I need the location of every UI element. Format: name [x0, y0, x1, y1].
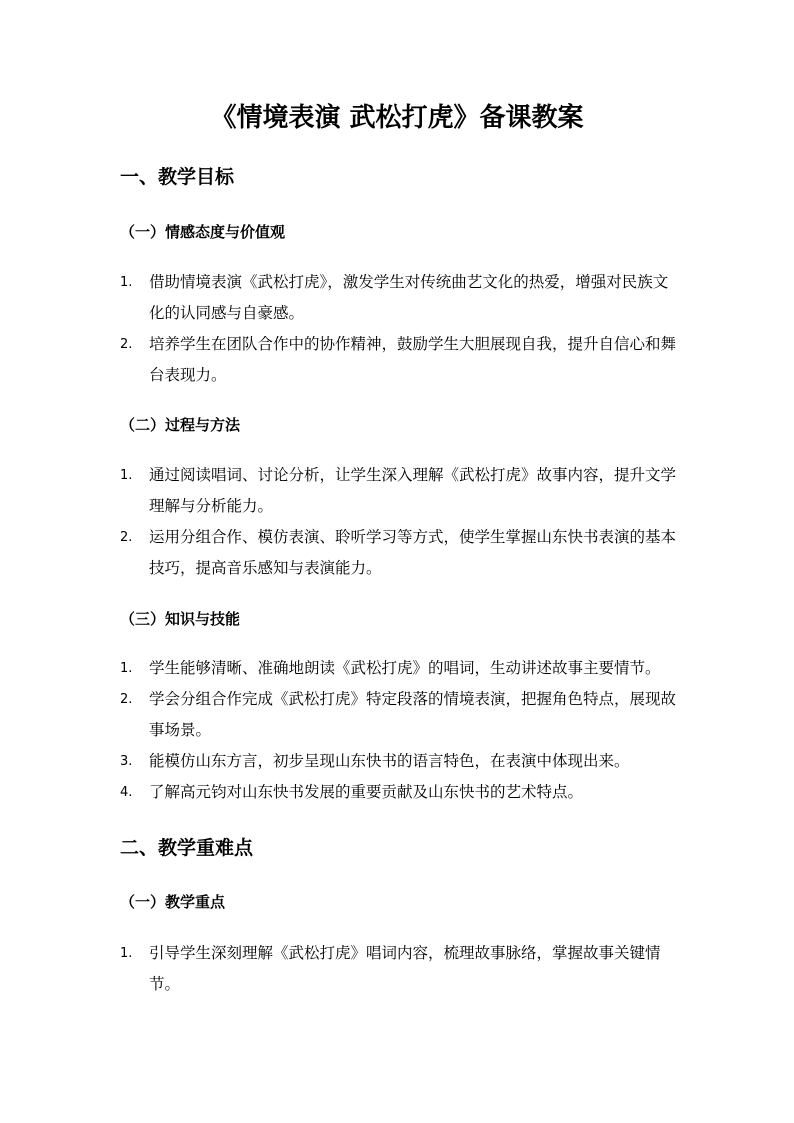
list-item-number: 2.: [120, 530, 133, 545]
list-item-number: 1.: [120, 946, 133, 961]
list-item-text: 学生能够清晰、准确地朗读《武松打虎》的唱词，生动讲述故事主要情节。: [149, 659, 661, 677]
list-item: [120, 938, 680, 1000]
list-item-number: 2.: [120, 337, 133, 352]
list-item-text: 通过阅读唱词、讨论分析，让学生深入理解《武松打虎》故事内容，提升文学理解与分析能力。: [149, 466, 677, 515]
knowledge-skills-list: [120, 653, 680, 808]
list-item: [120, 267, 680, 329]
list-item-text: 了解高元钧对山东快书发展的重要贡献及山东快书的艺术特点。: [149, 783, 584, 801]
list-item-text: 运用分组合作、模仿表演、聆听学习等方式，使学生掌握山东快书表演的基本技巧，提高音乐感知与表演能力。: [149, 528, 677, 577]
teaching-focus-list: [120, 938, 680, 1000]
list-item: [120, 684, 680, 746]
list-item: [120, 329, 680, 391]
list-item-text: 学会分组合作完成《武松打虎》特定段落的情境表演，把握角色特点，展现故事场景。: [149, 690, 677, 739]
list-item-number: 4.: [120, 785, 133, 800]
list-item-number: 1.: [120, 275, 133, 290]
list-item: [120, 522, 680, 584]
list-item-text: 引导学生深刻理解《武松打虎》唱词内容，梳理故事脉络，掌握故事关键情节。: [149, 944, 661, 993]
subsection-heading-emotion-values: （一）情感态度与价值观: [120, 223, 286, 241]
list-item: [120, 460, 680, 522]
subsection-heading-teaching-focus: （一）教学重点: [120, 893, 226, 911]
list-item-number: 3.: [120, 754, 133, 769]
list-item: [120, 653, 680, 684]
process-methods-list: [120, 460, 680, 584]
document-title: 《情境表演 武松打虎》备课教案: [210, 103, 584, 133]
section-heading-teaching-objectives: 一、教学目标: [120, 166, 235, 188]
subsection-heading-knowledge-skills: （三）知识与技能: [120, 610, 241, 628]
emotion-values-list: [120, 267, 680, 391]
list-item-number: 1.: [120, 661, 133, 676]
list-item-text: 能模仿山东方言，初步呈现山东快书的语言特色，在表演中体现出来。: [149, 752, 630, 770]
list-item-text: 培养学生在团队合作中的协作精神，鼓励学生大胆展现自我，提升自信心和舞台表现力。: [149, 335, 677, 384]
section-heading-key-difficult-points: 二、教学重难点: [120, 837, 254, 859]
list-item-number: 1.: [120, 468, 133, 483]
list-item-number: 2.: [120, 692, 133, 707]
list-item-text: 借助情境表演《武松打虎》，激发学生对传统曲艺文化的热爱，增强对民族文化的认同感与自豪感。: [149, 273, 669, 322]
list-item: [120, 777, 680, 808]
subsection-heading-process-methods: （二）过程与方法: [120, 416, 241, 434]
list-item: [120, 746, 680, 777]
